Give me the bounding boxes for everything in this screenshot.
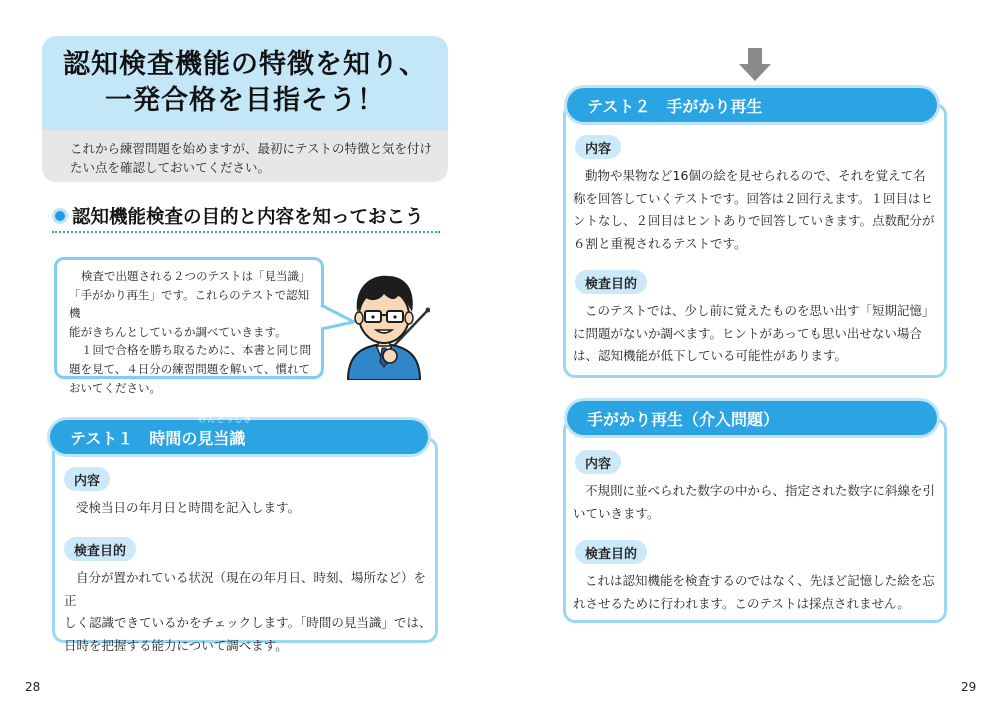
bullet-circle-icon xyxy=(52,208,68,224)
test1-content-text: 受検当日の年月日と時間を記入します。 xyxy=(76,500,301,515)
speech-bubble-line: おいてください。 xyxy=(69,380,161,395)
section-heading xyxy=(52,203,440,233)
speech-bubble-line: 「手がかり再生」です。これらのテストで認知機 xyxy=(69,287,310,321)
interference-banner: 手がかり再生（介入問題） xyxy=(567,401,937,435)
test1-banner-ruby: けんとうしき xyxy=(198,414,253,424)
speech-bubble-line: 能がきちんとしているか調べていきます。 xyxy=(69,324,287,339)
interference-purpose-label: 検査目的 xyxy=(575,540,647,564)
test2-purpose-label: 検査目的 xyxy=(575,270,647,294)
test1-banner-ruby-base: 見当識 xyxy=(197,428,246,448)
interference-purpose-text: これは認知機能を検査するのではなく、先ほど記憶した絵を忘 れさせるために行われます。このテストは採点されません。 xyxy=(573,573,935,611)
test2-content-text: 動物や果物など16個の絵を見せられるので、それを覚えて名 称を回答していくテストです。回答は２回行えます。１回目はヒ ントなし、２回目はヒントありで回答していきます。点数配分が ６割と重視されるテストです。 xyxy=(573,168,935,251)
page-number-left: 28 xyxy=(25,680,41,694)
test1-content-label: 内容 xyxy=(64,467,110,491)
page-title-line-2: 一発合格を目指そう！ xyxy=(105,85,385,116)
page-title-box xyxy=(42,36,448,130)
page-title-line-1: 認知検査機能の特徴を知り、 xyxy=(63,49,427,80)
teacher-illustration xyxy=(338,268,430,380)
test1-purpose-text: 自分が置かれている状況（現在の年月日、時刻、場所など）を正 しく認識できているかをチェックします。「時間の見当識」では、 日時を把握する能力について調べます。 xyxy=(64,570,432,653)
section-heading-text: 認知機能検査の目的と内容を知っておこう xyxy=(72,207,424,228)
intro-text: これから練習問題を始めますが、最初にテストの特徴と気を付けたい点を確認しておいてください。 xyxy=(42,130,448,182)
interference-content-label: 内容 xyxy=(575,450,621,474)
test1-purpose-label: 検査目的 xyxy=(64,537,136,561)
speech-bubble xyxy=(54,257,324,395)
page-number-right: 29 xyxy=(961,680,977,694)
test1-banner xyxy=(50,414,428,454)
test1-banner-prefix: テスト１ 時間の xyxy=(70,428,198,448)
down-arrow-icon xyxy=(738,48,772,82)
test2-banner: テスト２ 手がかり再生 xyxy=(567,88,937,122)
speech-bubble-line: １回で合格を勝ち取るために、本書と同じ問 xyxy=(81,343,311,358)
speech-bubble-line: 検査で出題される２つのテストは「見当識」 xyxy=(81,269,311,283)
interference-content-text: 不規則に並べられた数字の中から、指定された数字に斜線を引 いていきます。 xyxy=(573,483,936,521)
test2-purpose-text: このテストでは、少し前に覚えたものを思い出す「短期記憶」 に問題がないか調べます。ヒントがあっても思い出せない場合 は、認知機能が低下している可能性があります。 xyxy=(573,303,935,363)
test1-banner-ruby-wrap xyxy=(197,414,253,449)
test2-content-label: 内容 xyxy=(575,135,621,159)
speech-bubble-line: 題を見て、４日分の練習問題を解いて、慣れて xyxy=(69,361,311,376)
